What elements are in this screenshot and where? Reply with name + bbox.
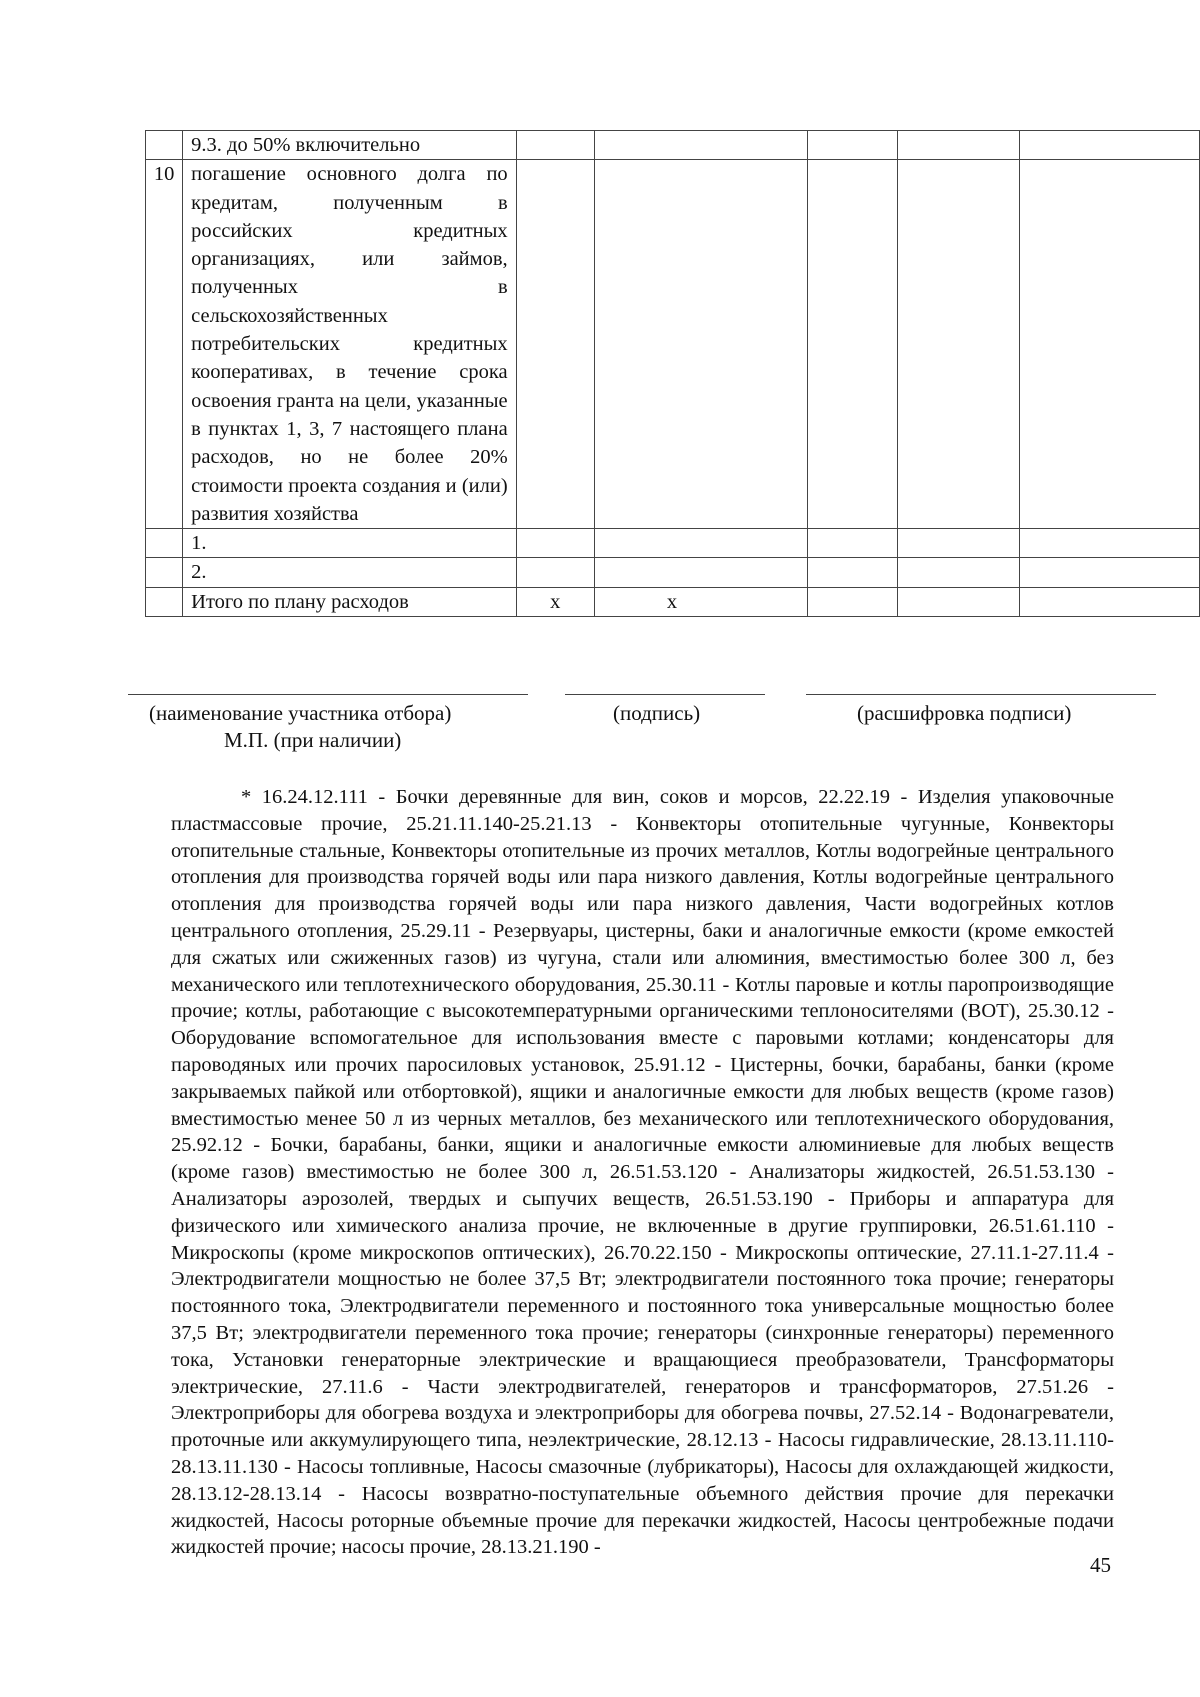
table-cell — [1019, 558, 1199, 587]
table-cell — [898, 160, 1019, 529]
table-cell — [808, 131, 898, 160]
table-total-row — [146, 587, 1200, 616]
page-number: 45 — [1090, 1553, 1111, 1577]
table-cell — [898, 131, 1019, 160]
table-cell — [808, 587, 898, 616]
org-name-caption: (наименование участника отбора) — [149, 701, 452, 725]
expense-plan-table — [145, 130, 1200, 617]
table-cell — [898, 529, 1019, 558]
signature-decode-line — [806, 694, 1156, 695]
row-number-cell: 10 — [146, 160, 183, 529]
table-row — [146, 529, 1200, 558]
table-cell — [1019, 160, 1199, 529]
table-cell — [1019, 587, 1199, 616]
table-cell — [594, 131, 807, 160]
table-cell — [516, 558, 594, 587]
table-cell — [808, 558, 898, 587]
stamp-caption: М.П. (при наличии) — [224, 728, 402, 752]
table-cell — [594, 529, 807, 558]
total-label-cell: Итого по плану расходов — [183, 587, 517, 616]
table-cell — [516, 160, 594, 529]
table-cell — [808, 529, 898, 558]
table-cell — [898, 587, 1019, 616]
row-number-cell — [146, 558, 183, 587]
row-description-cell: 2. — [183, 558, 517, 587]
row-description-cell: 9.3. до 50% включительно — [183, 131, 517, 160]
table-cell — [1019, 131, 1199, 160]
table-cell — [898, 558, 1019, 587]
signature-line — [565, 694, 765, 695]
row-number-cell — [146, 131, 183, 160]
table-cell — [594, 160, 807, 529]
table-cell — [1019, 529, 1199, 558]
table-row — [146, 160, 1200, 529]
signature-caption: (подпись) — [613, 701, 701, 725]
row-number-cell — [146, 587, 183, 616]
signature-decode-caption: (расшифровка подписи) — [857, 701, 1072, 725]
table-cell: х — [594, 587, 807, 616]
row-description-cell: 1. — [183, 529, 517, 558]
footnote-text: * 16.24.12.111 - Бочки деревянные для вин, соков и морсов, 22.22.19 - Изделия упаковочные пластмассовые прочие, 25.21.11.140-25.21.13 - Конвекторы отопительные чугунные, Конвекторы отопительные стальные, Конвекторы отопительные из прочих металлов, Котлы водогрейные центрального отопления для производства горячей воды или пара низкого давления, Котлы водогрейные центрального отопления для производства горячей воды или пара низкого давления, Части водогрейных котлов центрального отопления, 25.29.11 - Резервуары, цистерны, баки и аналогичные емкости (кроме емкостей для сжатых или сжиженных газов) из чугуна, стали или алюминия, вместимостью более 300 л, без механического или теплотехнического оборудования, 25.30.11 - Котлы паровые и котлы паропроизводящие прочие; котлы, работающие с высокотемпературными органическими теплоносителями (ВОТ), 25.30.12 - Оборудование вспомогательное для использования вместе с паровыми котлами; конденсаторы для пароводяных или прочих паросиловых установок, 25.91.12 - Цистерны, бочки, барабаны, банки (кроме закрываемых пайкой или отбортовкой), ящики и аналогичные емкости для любых веществ (кроме газов) вместимостью менее 50 л из черных металлов, без механического или теплотехнического оборудования, 25.92.12 - Бочки, барабаны, банки, ящики и аналогичные емкости алюминиевые для любых веществ (кроме газов) вместимостью не более 300 л, 26.51.53.120 - Анализаторы жидкостей, 26.51.53.130 - Анализаторы аэрозолей, твердых и сыпучих веществ, 26.51.53.190 - Приборы и аппаратура для физического или химического анализа прочие, не включенные в другие группировки, 26.51.61.110 - Микроскопы (кроме микроскопов оптических), 26.70.22.150 - Микроскопы оптические, 27.11.1-27.11.4 - Электродвигатели мощностью не более 37,5 Вт; электродвигатели постоянного тока прочие; генераторы постоянного тока, Электродвигатели переменного и постоянного тока универсальные мощностью более 37,5 Вт; электродвигатели переменного тока прочие; генераторы (синхронные генераторы) переменного тока, Установки генераторные электрические и вращающиеся преобразователи, Трансформаторы электрические, 27.11.6 - Части электродвигателей, генераторов и трансформаторов, 27.51.26 - Электроприборы для обогрева воздуха и электроприборы для обогрева почвы, 27.52.14 - Водонагреватели, проточные или аккумулирующего типа, неэлектрические, 28.12.13 - Насосы гидравлические, 28.13.11.110-28.13.11.130 - Насосы топливные, Насосы смазочные (лубрикаторы), Насосы для охлаждающей жидкости, 28.13.12-28.13.14 - Насосы возвратно-поступательные объемного действия прочие для перекачки жидкостей, Насосы роторные объемные прочие для перекачки жидкостей, Насосы центробежные подачи жидкостей прочие; насосы прочие, 28.13.21.190 - — [171, 786, 1114, 1559]
table-cell — [516, 529, 594, 558]
row-number-cell — [146, 529, 183, 558]
table-cell — [516, 131, 594, 160]
table-row — [146, 558, 1200, 587]
org-name-line — [128, 694, 528, 695]
row-description-cell: погашение основного долга по кредитам, полученным в российских кредитных организациях, или займов, полученных в сельскохозяйственных потребительских кредитных кооперативах, в течение срока освоения гранта на цели, указанные в пунктах 1, 3, 7 настоящего плана расходов, но не более 20% стоимости проекта создания и (или) развития хозяйства — [183, 160, 517, 529]
table-cell — [594, 558, 807, 587]
table-cell — [808, 160, 898, 529]
table-cell: х — [516, 587, 594, 616]
table-row — [146, 131, 1200, 160]
